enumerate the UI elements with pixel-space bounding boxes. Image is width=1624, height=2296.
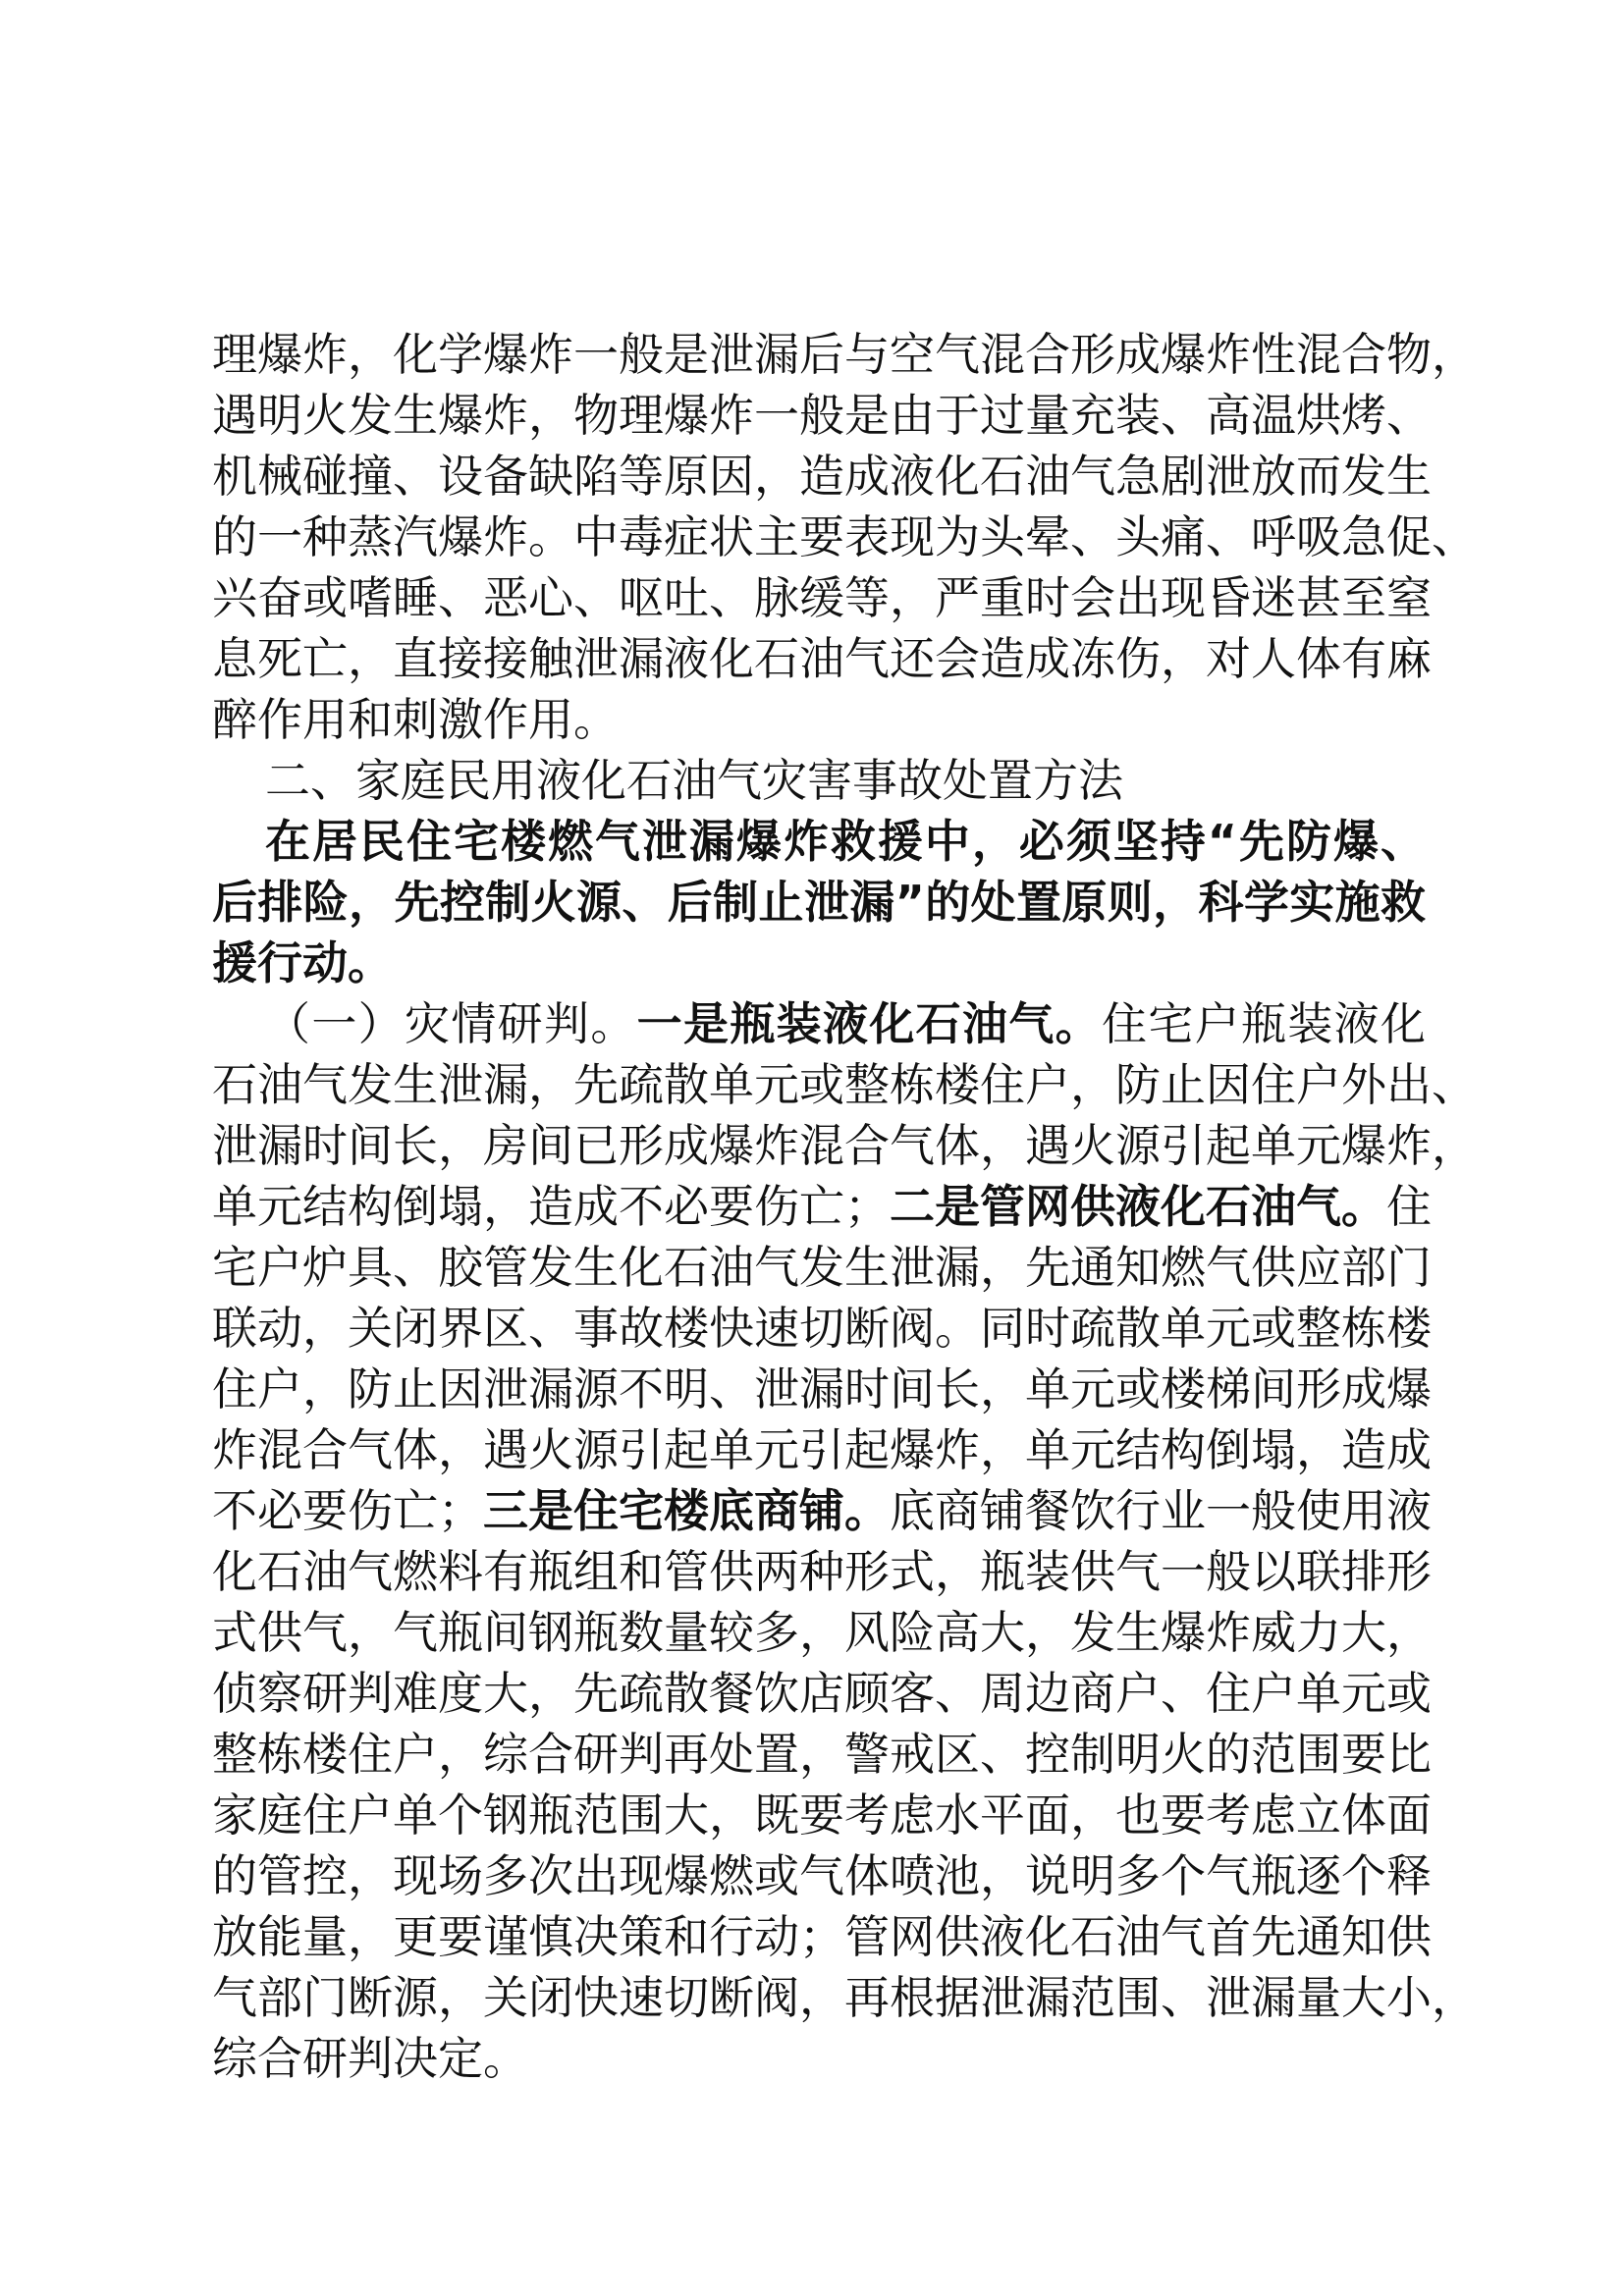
text-segment: 醉作用和刺激作用。 <box>212 693 619 746</box>
text-line <box>212 750 1426 811</box>
text-segment: 联动，关闭界区、事故楼快速切断阀。同时疏散单元或整栋楼 <box>212 1302 1432 1355</box>
text-line <box>212 567 1432 628</box>
text-line <box>212 811 1426 872</box>
text-segment: 遇明火发生爆炸，物理爆炸一般是由于过量充装、高温烘烤、 <box>212 389 1432 442</box>
text-line <box>212 1724 1432 1785</box>
text-line <box>212 1663 1432 1724</box>
paragraph <box>212 324 1477 750</box>
text-line <box>212 1115 1477 1176</box>
text-line <box>212 1176 1432 1237</box>
text-segment: 在居民住宅楼燃气泄漏爆炸救援中，必须坚持“先防爆、 <box>265 815 1426 868</box>
text-segment: 住户，防止因泄漏源不明、泄漏时间长，单元或楼梯间形成爆 <box>212 1362 1432 1415</box>
text-segment: 不必要伤亡； <box>212 1484 483 1537</box>
text-line <box>212 1480 1432 1541</box>
text-segment: 家庭住户单个钢瓶范围大，既要考虑水平面，也要考虑立体面 <box>212 1789 1432 1842</box>
text-line <box>212 993 1426 1054</box>
text-line <box>212 324 1477 385</box>
text-segment: 住 <box>1386 1180 1432 1233</box>
text-segment: 援行动。 <box>212 936 393 989</box>
text-line <box>212 1054 1477 1115</box>
text-segment: 宅户炉具、胶管发生化石油气发生泄漏，先通知燃气供应部门 <box>212 1241 1432 1294</box>
text-segment: 住宅户瓶装液化 <box>1102 997 1427 1050</box>
text-segment: 放能量，更要谨慎决策和行动；管网供液化石油气首先通知供 <box>212 1910 1432 1963</box>
text-line <box>212 1298 1432 1359</box>
text-segment: 机械碰撞、设备缺陷等原因，造成液化石油气急剧泄放而发生 <box>212 450 1432 503</box>
text-segment: （一）灾情研判。 <box>265 997 637 1050</box>
text-segment: 的管控，现场多次出现爆燃或气体喷池，说明多个气瓶逐个释 <box>212 1849 1432 1902</box>
text-segment: 化石油气燃料有瓶组和管供两种形式，瓶装供气一般以联排形 <box>212 1545 1432 1598</box>
text-segment: 综合研判决定。 <box>212 2032 528 2085</box>
text-segment: 整栋楼住户，综合研判再处置，警戒区、控制明火的范围要比 <box>212 1728 1432 1781</box>
text-line <box>212 1845 1432 1906</box>
text-segment: 式供气，气瓶间钢瓶数量较多，风险高大，发生爆炸威力大， <box>212 1606 1432 1659</box>
text-line <box>212 1967 1477 2028</box>
text-segment: 单元结构倒塌，造成不必要伤亡； <box>212 1180 890 1233</box>
text-line <box>212 872 1426 933</box>
text-segment: 后排险，先控制火源、后制止泄漏”的处置原则，科学实施救 <box>212 876 1426 929</box>
text-segment: 底商铺餐饮行业一般使用液 <box>890 1484 1432 1537</box>
text-segment: 侦察研判难度大，先疏散餐饮店顾客、周边商户、住户单元或 <box>212 1667 1432 1720</box>
text-segment: 息死亡，直接接触泄漏液化石油气还会造成冻伤，对人体有麻 <box>212 632 1432 685</box>
bold-text: 二是管网供液化石油气。 <box>890 1180 1386 1233</box>
document-page <box>212 324 1477 2089</box>
text-line <box>212 1359 1432 1419</box>
text-segment: 炸混合气体，遇火源引起单元引起爆炸，单元结构倒塌，造成 <box>212 1423 1432 1476</box>
text-line <box>212 446 1432 507</box>
text-line <box>212 1785 1432 1845</box>
text-line <box>212 1906 1432 1967</box>
text-line <box>212 1419 1432 1480</box>
text-line <box>212 689 1426 750</box>
paragraph <box>212 811 1426 993</box>
text-line <box>212 507 1477 567</box>
text-segment: 兴奋或嗜睡、恶心、呕吐、脉缓等，严重时会出现昏迷甚至窒 <box>212 571 1432 624</box>
text-segment: 泄漏时间长，房间已形成爆炸混合气体，遇火源引起单元爆炸， <box>212 1119 1477 1172</box>
text-line <box>212 628 1432 689</box>
text-line <box>212 1541 1432 1602</box>
text-segment: 石油气发生泄漏，先疏散单元或整栋楼住户，防止因住户外出、 <box>212 1058 1477 1111</box>
text-line <box>212 385 1432 446</box>
text-line <box>212 2028 1426 2089</box>
text-segment: 理爆炸，化学爆炸一般是泄漏后与空气混合形成爆炸性混合物， <box>212 328 1477 381</box>
paragraph <box>212 993 1477 2089</box>
text-segment: 气部门断源，关闭快速切断阀，再根据泄漏范围、泄漏量大小， <box>212 1971 1477 2024</box>
section-heading <box>212 750 1426 811</box>
text-segment: 二、家庭民用液化石油气灾害事故处置方法 <box>265 754 1123 807</box>
text-line <box>212 1602 1432 1663</box>
bold-text: 一是瓶装液化石油气。 <box>636 997 1103 1050</box>
bold-text: 三是住宅楼底商铺。 <box>483 1484 890 1537</box>
text-line <box>212 1237 1432 1298</box>
text-segment: 的一种蒸汽爆炸。中毒症状主要表现为头晕、头痛、呼吸急促、 <box>212 510 1477 563</box>
text-line <box>212 933 1426 993</box>
